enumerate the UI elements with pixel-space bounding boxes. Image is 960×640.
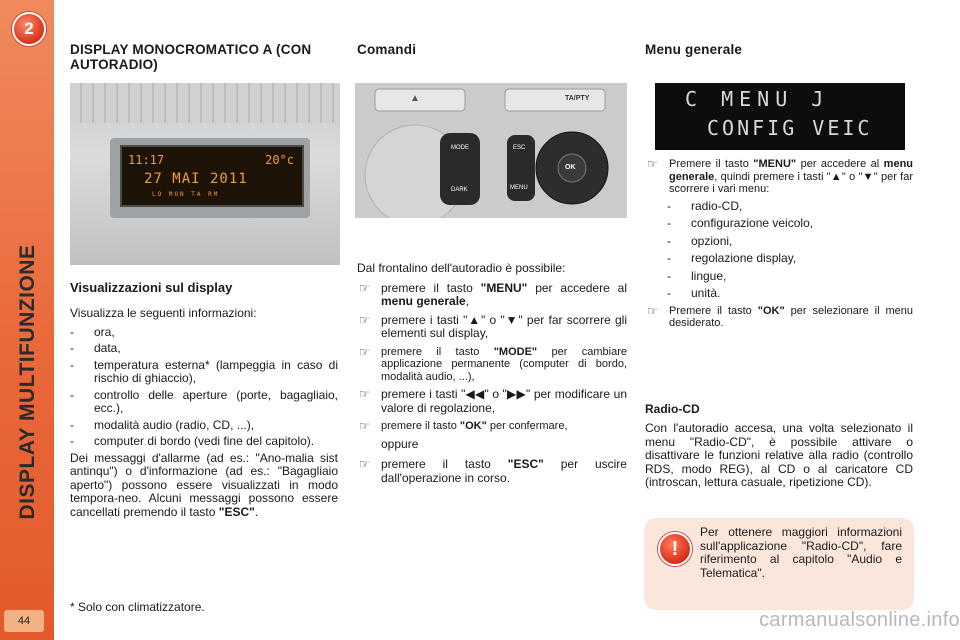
section-title: Visualizzazioni sul display bbox=[70, 280, 233, 295]
item-text: premere i tasti "▲" o "▼" per far scorrere gli elementi sul display, bbox=[381, 312, 627, 340]
menu-item: - regolazione display, bbox=[667, 252, 913, 266]
menu-section bbox=[645, 158, 913, 335]
item-text: , bbox=[465, 294, 470, 308]
radio-controls-photo bbox=[355, 83, 627, 218]
menu-item: - radio-CD, bbox=[667, 200, 913, 214]
list-item: - data, bbox=[70, 342, 338, 356]
ta-pty-button-label: TA/PTY bbox=[565, 95, 590, 102]
menu-key-label: "MENU" bbox=[753, 158, 797, 170]
item-text: per confermare, bbox=[486, 420, 568, 432]
menu-generale-label: menu generale bbox=[669, 158, 914, 183]
monochrome-display-photo bbox=[70, 83, 340, 265]
pointing-hand-icon: ☞ bbox=[359, 387, 370, 401]
display-heading: DISPLAY MONOCROMATICO A (CON AUTORADIO) bbox=[70, 42, 312, 72]
list-item bbox=[357, 388, 627, 415]
lcd-small-indicators: LO MON TA RM bbox=[152, 191, 220, 198]
item-text: premere il tasto bbox=[381, 457, 508, 471]
controls-list bbox=[357, 282, 627, 433]
display-intro: Visualizza le seguenti informazioni: bbox=[70, 306, 257, 320]
column-display bbox=[70, 42, 340, 72]
mode-key-label: "MODE" bbox=[493, 345, 538, 358]
pointing-hand-icon: ☞ bbox=[647, 303, 658, 318]
list-item bbox=[357, 458, 627, 485]
item-text: per selezionare il menu desiderato. bbox=[669, 304, 913, 329]
messages-end: . bbox=[254, 504, 259, 519]
menu-item: - lingue, bbox=[667, 270, 913, 284]
lcd-temp: 20°c bbox=[265, 153, 294, 167]
eject-icon: ▲ bbox=[410, 93, 420, 104]
pointing-hand-icon: ☞ bbox=[359, 457, 370, 471]
ok-key-label: "OK" bbox=[757, 304, 785, 317]
menu-screen-photo bbox=[655, 83, 905, 150]
list-item: - computer di bordo (vedi fine del capitolo). bbox=[70, 435, 338, 449]
menu-heading: Menu generale bbox=[645, 42, 743, 57]
pointing-hand-icon: ☞ bbox=[359, 280, 370, 295]
menu-item: - unità. bbox=[667, 287, 913, 301]
exclamation-icon: ! bbox=[658, 532, 692, 566]
ok-button-label: OK bbox=[565, 164, 576, 171]
item-text: premere il tasto bbox=[381, 345, 494, 358]
lcd-time: 11:17 bbox=[128, 153, 165, 167]
menu-item: - opzioni, bbox=[667, 235, 913, 249]
chapter-title bbox=[8, 172, 48, 592]
list-item: - controllo delle aperture (porte, bagagliaio, ecc.), bbox=[70, 389, 338, 416]
pointing-hand-icon: ☞ bbox=[359, 344, 370, 359]
esc-button-label: ESC bbox=[513, 145, 526, 151]
lcd-screen bbox=[120, 145, 304, 207]
list-item bbox=[357, 420, 627, 433]
menu-instructions-2 bbox=[645, 305, 913, 330]
pointing-hand-icon: ☞ bbox=[359, 312, 370, 327]
item-text: per uscire dall'operazione in corso. bbox=[381, 457, 627, 485]
list-item bbox=[357, 346, 627, 384]
info-note-box bbox=[644, 518, 914, 610]
control-panel-illustration bbox=[355, 83, 627, 218]
menu-button-label: MENU bbox=[510, 185, 528, 191]
esc-key-label: "ESC" bbox=[507, 457, 544, 471]
footer-watermark: carmanualsonline.info bbox=[759, 609, 960, 631]
column-menu bbox=[645, 42, 742, 57]
item-text: Premere il tasto bbox=[669, 304, 758, 317]
menu-screen-line2: CONFIG VEIC bbox=[707, 116, 873, 140]
messages-text: Dei messaggi d'allarme (ad es.: "Ano-malia sist antinqu") o d'informazione (ad es.: "Bagagliaio aperto") possono essere visualizzati in modo tempora-neo. Alcuni messaggi possono essere cancellati premendo il tasto bbox=[70, 450, 338, 519]
oppure-text: oppure bbox=[381, 436, 419, 451]
list-item bbox=[645, 305, 913, 330]
item-text: premere il tasto bbox=[381, 420, 460, 432]
esc-key-label: "ESC" bbox=[218, 504, 255, 519]
item-text: per cambiare applicazione permanente (computer di bordo, modalità audio, ...), bbox=[381, 345, 627, 383]
list-item bbox=[357, 282, 627, 309]
item-text: per accedere al bbox=[796, 158, 884, 170]
item-text: Premere il tasto bbox=[669, 158, 754, 170]
menu-instructions bbox=[645, 158, 913, 196]
list-item: - modalità audio (radio, CD, ...), bbox=[70, 419, 338, 433]
chapter-number-badge: 2 bbox=[12, 12, 46, 46]
vent-stripes bbox=[70, 83, 340, 123]
menu-item: - configurazione veicolo, bbox=[667, 217, 913, 231]
item-text: premere il tasto bbox=[381, 280, 481, 295]
controls-section bbox=[357, 262, 627, 490]
footnote: * Solo con climatizzatore. bbox=[70, 600, 205, 614]
pointing-hand-icon: ☞ bbox=[647, 157, 658, 171]
list-item: - ora, bbox=[70, 326, 338, 340]
controls-heading: Comandi bbox=[357, 42, 417, 57]
item-text: premere i tasti "◀◀" o "▶▶" per modificare un valore di regolazione, bbox=[381, 387, 627, 415]
menu-items-list bbox=[645, 200, 913, 301]
controls-list-2 bbox=[357, 458, 627, 485]
menu-generale-label: menu generale bbox=[381, 294, 466, 308]
ok-key-label: "OK" bbox=[459, 420, 487, 432]
radio-cd-section bbox=[645, 402, 913, 490]
list-item bbox=[645, 158, 913, 196]
column-controls bbox=[357, 42, 416, 57]
menu-key-label: "MENU" bbox=[480, 280, 528, 295]
lcd-date: 27 MAI 2011 bbox=[144, 171, 248, 187]
dark-button-label: DARK bbox=[451, 187, 468, 193]
item-text: per accedere al bbox=[527, 280, 627, 295]
mode-button-label: MODE bbox=[451, 145, 469, 151]
radio-cd-text: Con l'autoradio accesa, una volta selezionato il menu "Radio-CD", è possibile attivare o disattivare le funzioni relative alla radio (controllo RDS, modo REG), al CD o al caricatore CD (introscan, lettura casuale, ripetizione CD). bbox=[645, 421, 913, 489]
radio-cd-title: Radio-CD bbox=[645, 402, 700, 416]
menu-screen-line1: C MENU J bbox=[685, 87, 830, 111]
pointing-hand-icon: ☞ bbox=[359, 419, 370, 433]
info-note-text: Per ottenere maggiori informazioni sull'applicazione "Radio-CD", fare riferimento al capitolo "Audio e Telematica". bbox=[700, 525, 902, 580]
chapter-title-text: DISPLAY MULTIFUNZIONE bbox=[16, 244, 39, 520]
display-info-list bbox=[70, 326, 338, 449]
list-item: - temperatura esterna* (lampeggia in caso di rischio di ghiaccio), bbox=[70, 359, 338, 386]
list-item bbox=[357, 314, 627, 341]
controls-intro: Dal frontalino dell'autoradio è possibile: bbox=[357, 261, 566, 275]
messages-paragraph bbox=[70, 452, 338, 520]
chapter-sidebar bbox=[0, 0, 54, 640]
page-number: 44 bbox=[4, 610, 44, 632]
item-text: , quindi premere i tasti "▲" o "▼" per far scorrere i vari menu: bbox=[669, 170, 913, 195]
display-info-section bbox=[70, 280, 338, 519]
